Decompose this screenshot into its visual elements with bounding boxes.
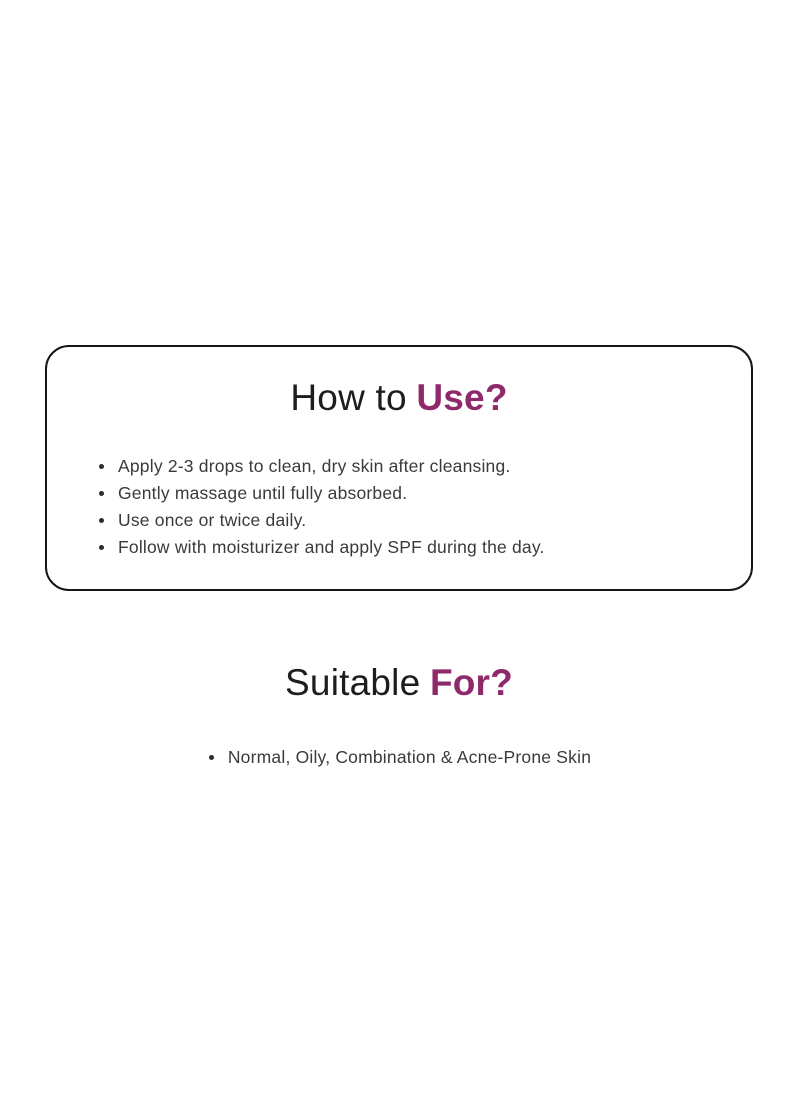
how-to-use-list-item: Gently massage until fully absorbed. <box>97 480 723 507</box>
how-to-use-list-item: Use once or twice daily. <box>97 507 723 534</box>
suitable-for-title-accent: For? <box>429 662 513 703</box>
how-to-use-title-prefix: How to <box>290 377 407 418</box>
suitable-for-list <box>0 744 798 771</box>
how-to-use-list-item: Follow with moisturizer and apply SPF during the day. <box>97 534 723 561</box>
how-to-use-card <box>45 345 753 591</box>
how-to-use-title-accent: Use? <box>416 377 508 418</box>
how-to-use-list-item: Apply 2-3 drops to clean, dry skin after cleansing. <box>97 453 723 480</box>
how-to-use-list <box>97 453 723 561</box>
suitable-for-title-prefix: Suitable <box>285 662 421 703</box>
suitable-for-list-item: Normal, Oily, Combination & Acne-Prone Skin <box>207 744 591 771</box>
suitable-for-title <box>0 663 798 704</box>
how-to-use-title <box>47 378 751 419</box>
